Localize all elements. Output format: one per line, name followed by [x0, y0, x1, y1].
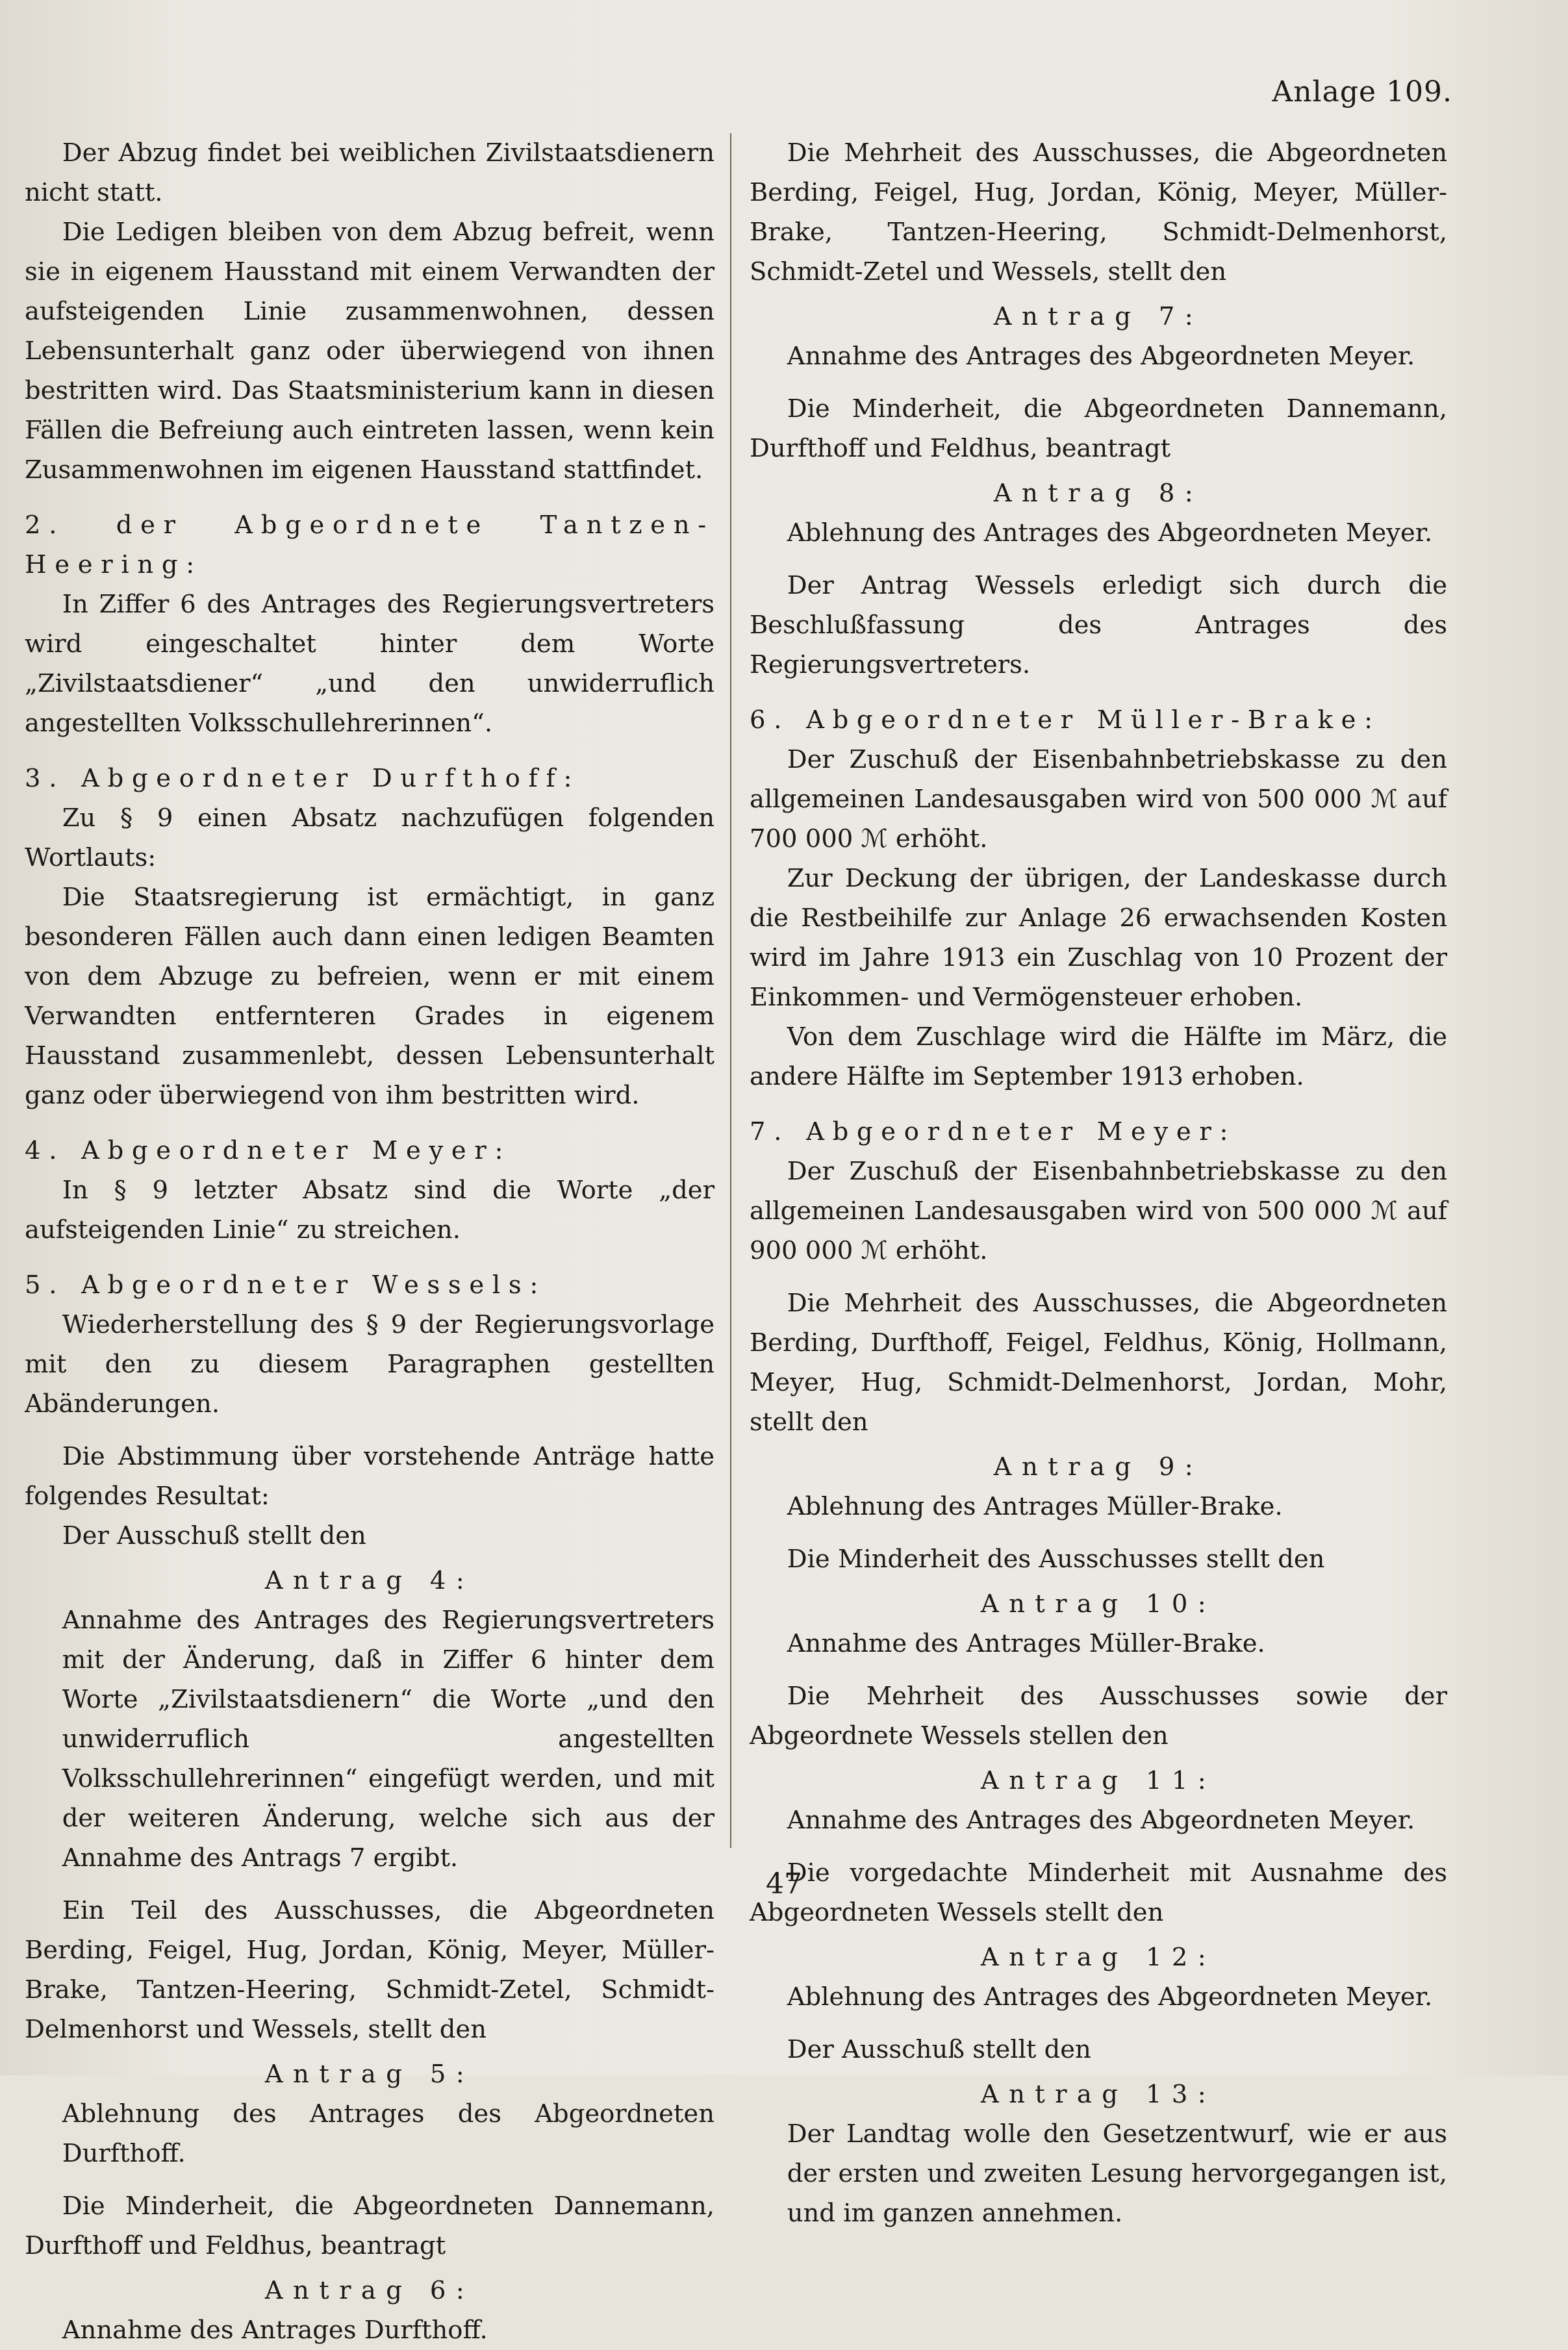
antrag-body: Annahme des Antrages des Regierungsvertreters mit der Änderung, daß in Ziffer 6 hinter dem Worte „Zivilstaatsdienern“ die Worte „und den unwiderruflich angestellten Volksschullehrerinnen“ eingefügt werden, und mit der weiteren Änderung, welche sich aus der Annahme des Antrags 7 ergibt.	[62, 1606, 714, 1873]
antrag-body: Annahme des Antrages des Abgeordneten Meyer.	[787, 342, 1415, 371]
item-heading: 5. Abgeordneter Wessels:	[25, 1270, 547, 1300]
item-heading: 3. Abgeordneter Durfthoff:	[25, 764, 581, 793]
paragraph: Der Abzug findet bei weiblichen Zivilstaatsdienern nicht statt.	[25, 138, 714, 207]
column-divider	[730, 133, 731, 1848]
paragraph: Die vorgedachte Minderheit mit Ausnahme des Abgeordneten Wessels stellt den	[750, 1858, 1447, 1927]
antrag-title: Antrag 8:	[993, 479, 1204, 508]
paragraph: Die Mehrheit des Ausschusses, die Abgeordneten Berding, Durfthoff, Feigel, Feldhus, König, Hollmann, Meyer, Hug, Schmidt-Delmenhorst, Jordan, Mohr, stellt den	[750, 1289, 1447, 1437]
antrag-title: Antrag 13:	[980, 2080, 1217, 2109]
paragraph: Die Minderheit, die Abgeordneten Dannemann, Durfthoff und Feldhus, beantragt	[750, 394, 1447, 463]
antrag-title: Antrag 7:	[993, 302, 1204, 331]
paragraph: Die Mehrheit des Ausschusses sowie der Abgeordnete Wessels stellen den	[750, 1682, 1447, 1750]
item-heading: 2. der Abgeordnete Tantzen-Heering:	[25, 511, 714, 579]
antrag-title: Antrag 5:	[264, 2060, 475, 2089]
paragraph: Die Ledigen bleiben von dem Abzug befreit, wenn sie in eigenem Hausstand mit einem Verwandten der aufsteigenden Linie zusammenwohnen, dessen Lebensunterhalt ganz oder überwiegend von ihnen bestritten wird. Das Staatsministerium kann in diesen Fällen die Befreiung auch eintreten lassen, wenn kein Zusammenwohnen im eigenen Hausstand stattfindet.	[25, 218, 714, 485]
amendment-item-6	[750, 700, 1447, 1096]
antrag-body: Annahme des Antrages des Abgeordneten Meyer.	[787, 1806, 1415, 1835]
item-text: Der Zuschuß der Eisenbahnbetriebskasse zu den allgemeinen Landesausgaben wird von 500 000 ℳ auf 700 000 ℳ erhöht.	[750, 745, 1447, 853]
paragraph: Der Ausschuß stellt den	[62, 1521, 366, 1550]
amendment-item-7	[750, 1112, 1447, 1270]
item-heading: 6. Abgeordneter Müller-Brake:	[750, 705, 1381, 735]
amendment-item-4	[25, 1131, 714, 1250]
item-text: In § 9 letzter Absatz sind die Worte „der aufsteigenden Linie“ zu streichen.	[25, 1176, 714, 1244]
item-text: Die Staatsregierung ist ermächtigt, in ganz besonderen Fällen auch dann einen ledigen Beamten von dem Abzuge zu befreien, wenn er mit einem Verwandten entfernteren Grades in eigenem Hausstand zusammenlebt, dessen Lebensunterhalt ganz oder überwiegend von ihm bestritten wird.	[25, 883, 714, 1110]
item-text: Der Zuschuß der Eisenbahnbetriebskasse zu den allgemeinen Landesausgaben wird von 500 000 ℳ auf 900 000 ℳ erhöht.	[750, 1157, 1447, 1265]
right-column	[750, 133, 1447, 2233]
amendment-item-2	[25, 505, 714, 743]
antrag-body: Annahme des Antrages Müller-Brake.	[787, 1629, 1265, 1658]
item-text: Zur Deckung der übrigen, der Landeskasse durch die Restbeihilfe zur Anlage 26 erwachsenden Kosten wird im Jahre 1913 ein Zuschlag von 10 Prozent der Einkommen- und Vermögensteuer erhoben.	[750, 864, 1447, 1012]
antrag-body: Ablehnung des Antrages des Abgeordneten Meyer.	[787, 1982, 1433, 2012]
paragraph: Die Mehrheit des Ausschusses, die Abgeordneten Berding, Feigel, Hug, Jordan, König, Meyer, Müller-Brake, Tantzen-Heering, Schmidt-Delmenhorst, Schmidt-Zetel und Wessels, stellt den	[750, 138, 1447, 286]
item-text: In Ziffer 6 des Antrages des Regierungsvertreters wird eingeschaltet hinter dem Worte „Zivilstaatsdiener“ „und den unwiderruflich angestellten Volksschullehrerinnen“.	[25, 590, 714, 738]
antrag-body: Ablehnung des Antrages des Abgeordneten Durfthoff.	[62, 2099, 714, 2168]
paragraph: Der Ausschuß stellt den	[787, 2035, 1091, 2064]
item-text: Wiederherstellung des § 9 der Regierungsvorlage mit den zu diesem Paragraphen gestellten Abänderungen.	[25, 1310, 714, 1419]
paragraph: Die Minderheit des Ausschusses stellt den	[787, 1545, 1325, 1574]
item-heading: 4. Abgeordneter Meyer:	[25, 1136, 512, 1165]
antrag-body: Annahme des Antrages Durfthoff.	[62, 2316, 488, 2345]
paragraph: Der Antrag Wessels erledigt sich durch die Beschlußfassung des Antrages des Regierungsvertreters.	[750, 571, 1447, 679]
page-number: 47	[766, 1867, 802, 1901]
amendment-item-5	[25, 1265, 714, 1424]
page-header: Anlage 109.	[1272, 75, 1452, 108]
antrag-title: Antrag 12:	[980, 1943, 1217, 1972]
item-heading: 7. Abgeordneter Meyer:	[750, 1117, 1237, 1146]
paragraph: Die Minderheit, die Abgeordneten Dannemann, Durfthoff und Feldhus, beantragt	[25, 2192, 714, 2260]
antrag-body: Der Landtag wolle den Gesetzentwurf, wie er aus der ersten und zweiten Lesung hervorgegangen ist, und im ganzen annehmen.	[787, 2119, 1447, 2228]
antrag-title: Antrag 9:	[993, 1452, 1204, 1482]
antrag-title: Antrag 10:	[980, 1589, 1217, 1619]
antrag-body: Ablehnung des Antrages Müller-Brake.	[787, 1492, 1283, 1521]
antrag-title: Antrag 4:	[264, 1566, 475, 1595]
paragraph: Ein Teil des Ausschusses, die Abgeordneten Berding, Feigel, Hug, Jordan, König, Meyer, Müller-Brake, Tantzen-Heering, Schmidt-Zetel, Schmidt-Delmenhorst und Wessels, stellt den	[25, 1896, 714, 2044]
item-text: Zu § 9 einen Absatz nachzufügen folgenden Wortlauts:	[25, 803, 714, 872]
antrag-body: Ablehnung des Antrages des Abgeordneten Meyer.	[787, 518, 1433, 548]
amendment-item-3	[25, 759, 714, 1115]
left-column	[25, 133, 714, 2350]
antrag-title: Antrag 6:	[264, 2276, 475, 2305]
antrag-title: Antrag 11:	[980, 1766, 1217, 1795]
item-text: Von dem Zuschlage wird die Hälfte im März, die andere Hälfte im September 1913 erhoben.	[750, 1022, 1447, 1091]
paragraph: Die Abstimmung über vorstehende Anträge hatte folgendes Resultat:	[25, 1442, 714, 1511]
